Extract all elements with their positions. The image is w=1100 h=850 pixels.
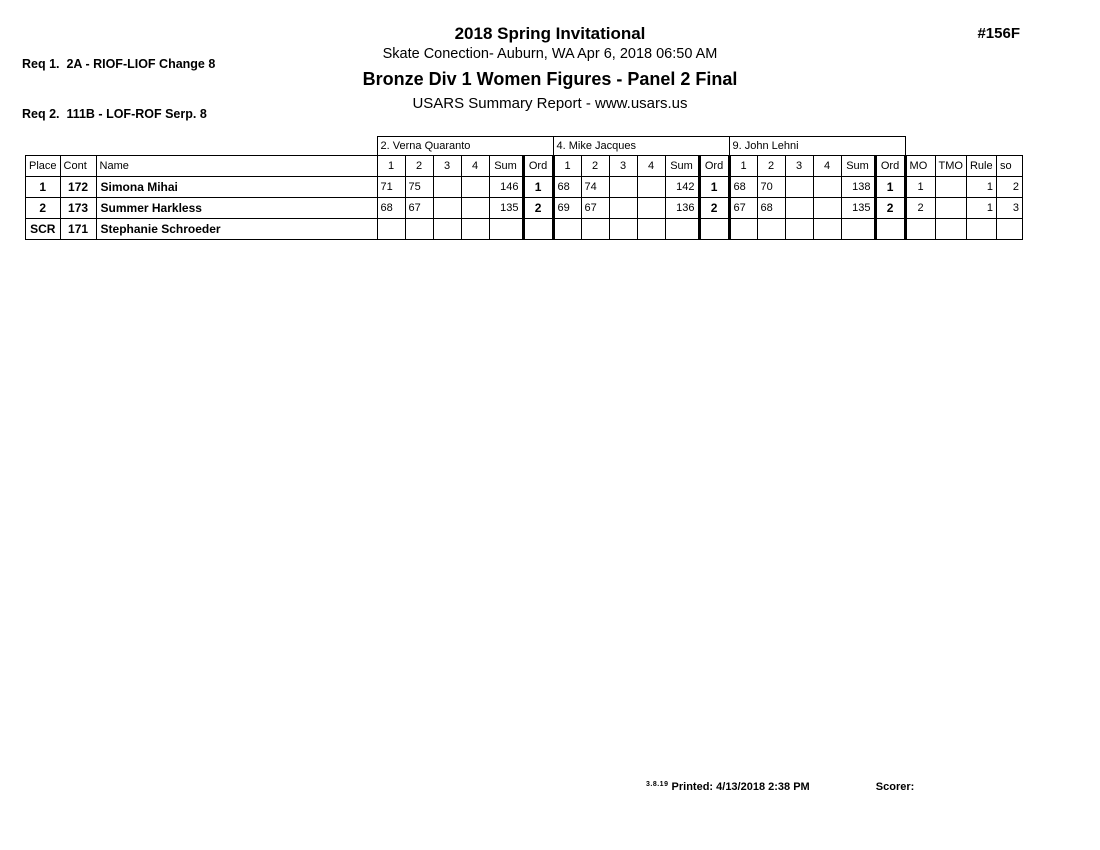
judge-3-score-s2-cell: 68: [757, 198, 785, 219]
judge-2-name: 4. Mike Jacques: [553, 137, 729, 156]
skater-name-cell: Simona Mihai: [96, 177, 377, 198]
col-so-header: so: [996, 156, 1022, 177]
requirement-2: Req 2. 111B - LOF-ROF Serp. 8: [22, 106, 207, 121]
judge-1-score-s2-cell: 75: [405, 177, 433, 198]
judge-3-score-s3-cell: [785, 177, 813, 198]
judge-1-score-s4-cell: [461, 219, 489, 240]
result-row: [26, 198, 1023, 219]
judge-2-score-s1-cell: [553, 219, 581, 240]
judge-2-score-s3-cell: [609, 177, 637, 198]
scorer-label: Scorer:: [875, 781, 915, 793]
judge-1-sum-cell: [489, 219, 523, 240]
col-j3-s1-header: 1: [729, 156, 757, 177]
judge-1-score-s2-cell: [405, 219, 433, 240]
judge-2-sum-cell: 142: [665, 177, 699, 198]
col-j3-s2-header: 2: [757, 156, 785, 177]
col-j2-s3-header: 3: [609, 156, 637, 177]
col-cont-header: Cont: [60, 156, 96, 177]
mo-cell: [905, 219, 935, 240]
judge-3-score-s4-cell: [813, 198, 841, 219]
judge-row-spacer-right: [905, 137, 1022, 156]
col-tmo-header: TMO: [935, 156, 966, 177]
place-cell: 1: [26, 177, 61, 198]
judge-1-score-s4-cell: [461, 198, 489, 219]
col-j3-ord-header: Ord: [875, 156, 905, 177]
tmo-cell: [935, 198, 966, 219]
col-j3-sum-header: Sum: [841, 156, 875, 177]
contestant-number-cell: 172: [60, 177, 96, 198]
judge-1-ord-cell: 1: [523, 177, 553, 198]
col-j1-ord-header: Ord: [523, 156, 553, 177]
judge-1-ord-cell: 2: [523, 198, 553, 219]
judge-2-score-s4-cell: [637, 219, 665, 240]
judge-2-score-s2-cell: [581, 219, 609, 240]
printed-timestamp: Printed: 4/13/2018 2:38 PM: [671, 781, 810, 793]
mo-cell: 1: [905, 177, 935, 198]
report-name: USARS Summary Report - www.usars.us: [412, 95, 688, 112]
judge-1-sum-cell: 146: [489, 177, 523, 198]
judge-3-name: 9. John Lehni: [729, 137, 905, 156]
col-j1-s4-header: 4: [461, 156, 489, 177]
judge-1-score-s4-cell: [461, 177, 489, 198]
judge-1-score-s1-cell: [377, 219, 405, 240]
so-cell: [996, 219, 1022, 240]
judge-row-spacer-left: [26, 137, 378, 156]
requirement-1: Req 1. 2A - RIOF-LIOF Change 8: [22, 57, 216, 71]
col-j2-s1-header: 1: [553, 156, 581, 177]
contestant-number-cell: 173: [60, 198, 96, 219]
judge-2-score-s4-cell: [637, 177, 665, 198]
place-cell: 2: [26, 198, 61, 219]
judge-3-ord-cell: 2: [875, 198, 905, 219]
so-cell: 2: [996, 177, 1022, 198]
division-title: Bronze Div 1 Women Figures - Panel 2 Final: [362, 69, 738, 89]
judge-2-sum-cell: [665, 219, 699, 240]
col-j2-s4-header: 4: [637, 156, 665, 177]
col-j1-s3-header: 3: [433, 156, 461, 177]
event-number: #156F: [977, 25, 1020, 42]
judge-2-score-s2-cell: 74: [581, 177, 609, 198]
judge-1-score-s3-cell: [433, 198, 461, 219]
judge-1-name: 2. Verna Quaranto: [377, 137, 553, 156]
col-rule-header: Rule: [966, 156, 996, 177]
judge-2-score-s1-cell: 68: [553, 177, 581, 198]
venue-date-line: Skate Conection- Auburn, WA Apr 6, 2018 06:50 AM: [382, 46, 718, 62]
col-j1-sum-header: Sum: [489, 156, 523, 177]
judge-1-score-s1-cell: 68: [377, 198, 405, 219]
judge-2-score-s2-cell: 67: [581, 198, 609, 219]
mo-cell: 2: [905, 198, 935, 219]
footer: [646, 781, 914, 793]
judge-3-score-s1-cell: [729, 219, 757, 240]
judge-3-score-s3-cell: [785, 219, 813, 240]
col-j3-s3-header: 3: [785, 156, 813, 177]
col-mo-header: MO: [905, 156, 935, 177]
judge-3-ord-cell: [875, 219, 905, 240]
judge-3-score-s1-cell: 68: [729, 177, 757, 198]
tmo-cell: [935, 177, 966, 198]
software-version: 3.8.19: [646, 781, 669, 788]
col-j2-sum-header: Sum: [665, 156, 699, 177]
judge-3-score-s2-cell: [757, 219, 785, 240]
competition-title: 2018 Spring Invitational: [454, 24, 646, 43]
result-row: [26, 177, 1023, 198]
judge-1-score-s3-cell: [433, 177, 461, 198]
judge-2-score-s4-cell: [637, 198, 665, 219]
col-j2-s2-header: 2: [581, 156, 609, 177]
judge-3-score-s4-cell: [813, 177, 841, 198]
judge-1-sum-cell: 135: [489, 198, 523, 219]
rule-cell: [966, 219, 996, 240]
judge-2-sum-cell: 136: [665, 198, 699, 219]
rule-cell: 1: [966, 198, 996, 219]
result-row: [26, 219, 1023, 240]
judge-1-score-s1-cell: 71: [377, 177, 405, 198]
col-place-header: Place: [26, 156, 61, 177]
judge-1-score-s2-cell: 67: [405, 198, 433, 219]
judge-3-ord-cell: 1: [875, 177, 905, 198]
column-header-row: [26, 156, 1023, 177]
judge-3-sum-cell: 138: [841, 177, 875, 198]
results-table: [25, 136, 1023, 240]
skater-name-cell: Summer Harkless: [96, 198, 377, 219]
so-cell: 3: [996, 198, 1022, 219]
judge-3-sum-cell: [841, 219, 875, 240]
rule-cell: 1: [966, 177, 996, 198]
judge-1-ord-cell: [523, 219, 553, 240]
col-j1-s1-header: 1: [377, 156, 405, 177]
tmo-cell: [935, 219, 966, 240]
col-j3-s4-header: 4: [813, 156, 841, 177]
judge-3-score-s1-cell: 67: [729, 198, 757, 219]
judge-header-row: [26, 137, 1023, 156]
judge-2-ord-cell: [699, 219, 729, 240]
judge-3-score-s3-cell: [785, 198, 813, 219]
judge-3-sum-cell: 135: [841, 198, 875, 219]
judge-2-score-s3-cell: [609, 219, 637, 240]
judge-2-score-s3-cell: [609, 198, 637, 219]
judge-2-score-s1-cell: 69: [553, 198, 581, 219]
col-j2-ord-header: Ord: [699, 156, 729, 177]
judge-2-ord-cell: 1: [699, 177, 729, 198]
report-header: [0, 24, 1100, 114]
judge-2-ord-cell: 2: [699, 198, 729, 219]
judge-1-score-s3-cell: [433, 219, 461, 240]
place-cell: SCR: [26, 219, 61, 240]
skater-name-cell: Stephanie Schroeder: [96, 219, 377, 240]
contestant-number-cell: 171: [60, 219, 96, 240]
judge-3-score-s2-cell: 70: [757, 177, 785, 198]
judge-3-score-s4-cell: [813, 219, 841, 240]
col-j1-s2-header: 2: [405, 156, 433, 177]
col-name-header: Name: [96, 156, 377, 177]
